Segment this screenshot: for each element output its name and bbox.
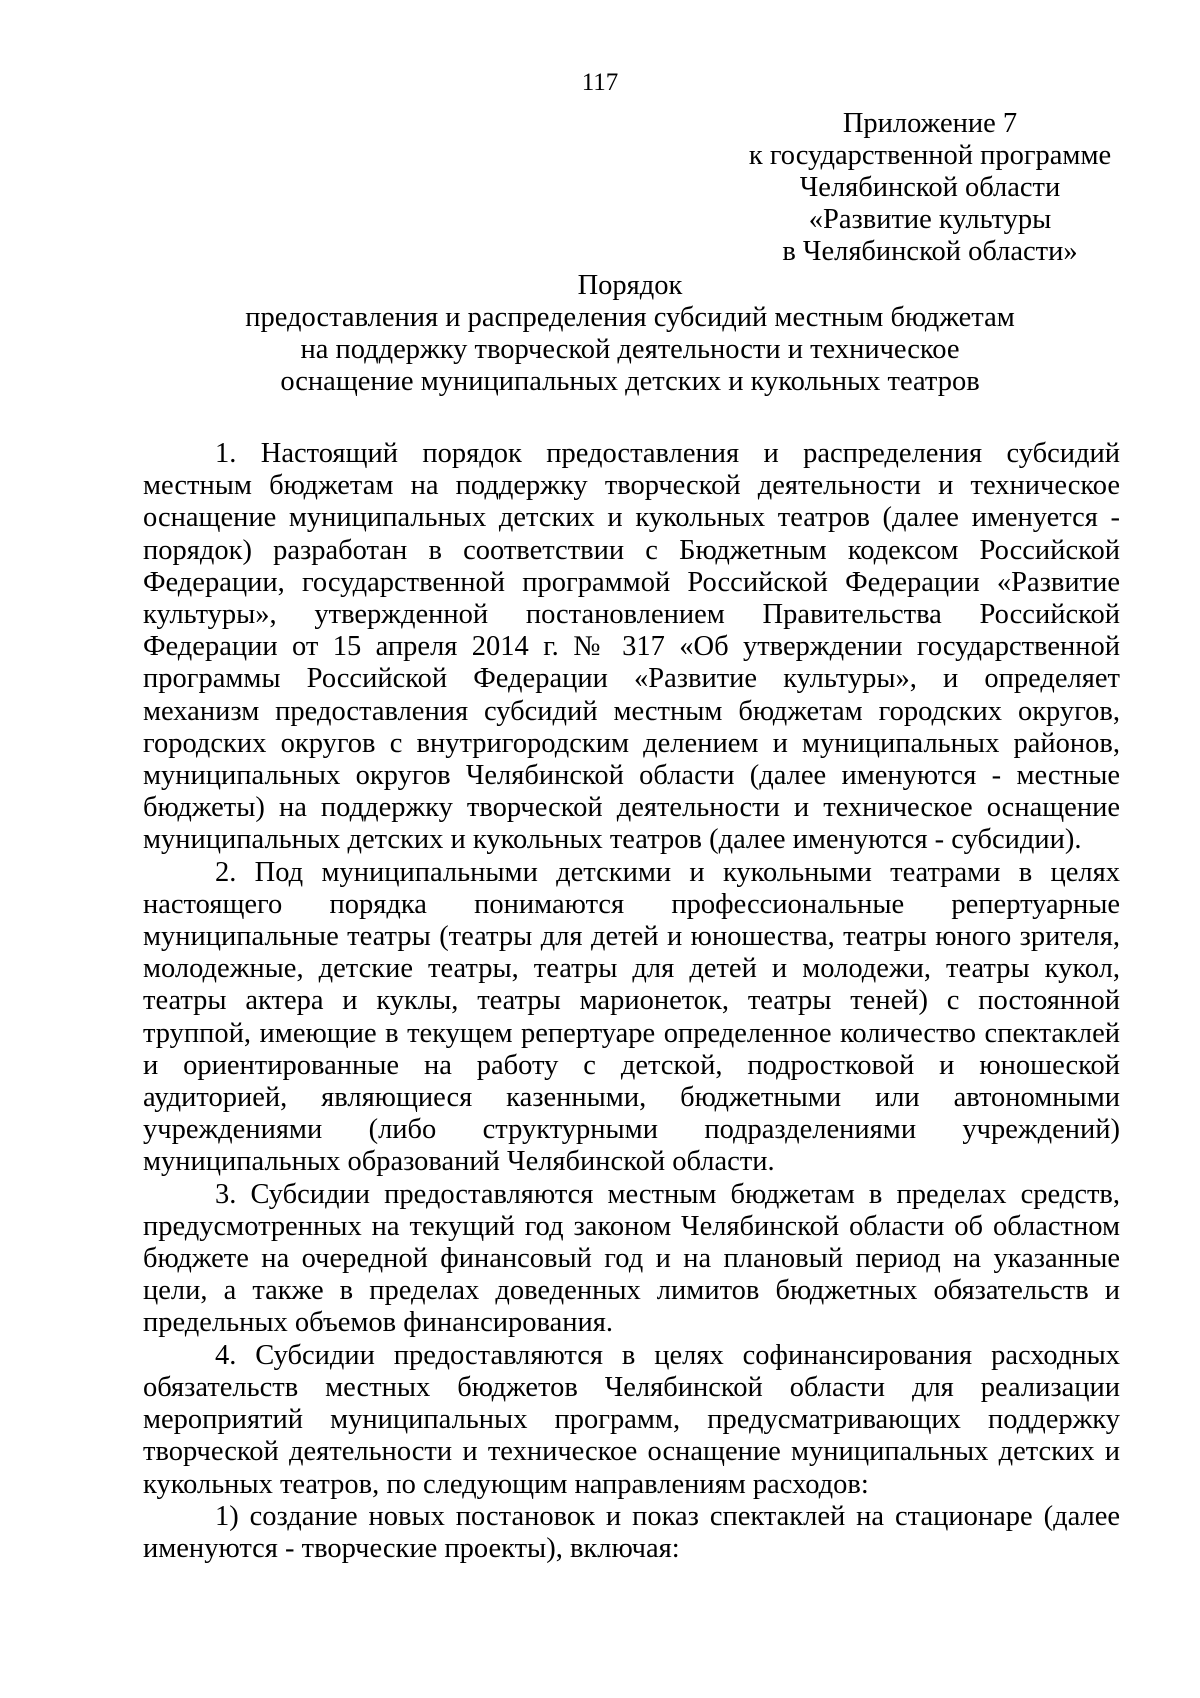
- paragraph-3: 3. Субсидии предоставляются местным бюджетам в пределах средств, предусмотренных на текущий год законом Челябинской области об областном бюджете на очередной финансовый год и на плановый период на указанные цели, а также в пределах доведенных лимитов бюджетных обязательств и предельных объемов финансирования.: [143, 1178, 1120, 1339]
- document-title: [140, 270, 1120, 398]
- appendix-line: «Развитие культуры: [808, 204, 1052, 235]
- appendix-line: Приложение 7: [842, 108, 1018, 139]
- page-number: 117: [581, 69, 619, 96]
- appendix-header: [740, 108, 1120, 268]
- paragraph-2: 2. Под муниципальными детскими и кукольными театрами в целях настоящего порядка понимаются профессиональные репертуарные муниципальные театры (театры для детей и юношества, театры юного зрителя, молодежные, детские театры, театры для детей и молодежи, театры кукол, театры актера и куклы, театры марионеток, театры теней) с постоянной труппой, имеющие в текущем репертуаре определенное количество спектаклей и ориентированные на работу с детской, подростковой и юношеской аудиторией, являющиеся казенными, бюджетными или автономными учреждениями (либо структурными подразделениями учреждений) муниципальных образований Челябинской области.: [143, 856, 1120, 1178]
- appendix-line: Челябинской области: [799, 172, 1061, 203]
- appendix-line: в Челябинской области»: [782, 236, 1078, 267]
- paragraph-1: 1. Настоящий порядок предоставления и распределения субсидий местным бюджетам на поддержку творческой деятельности и техническое оснащение муниципальных детских и кукольных театров (далее именуется - порядок) разработан в соответствии с Бюджетным кодексом Российской Федерации, государственной программой Российской Федерации «Развитие культуры», утвержденной постановлением Правительства Российской Федерации от 15 апреля 2014 г. № 317 «Об утверждении государственной программы Российской Федерации «Развитие культуры», и определяет механизм предоставления субсидий местным бюджетам городских округов, городских округов с внутригородским делением и муниципальных районов, муниципальных округов Челябинской области (далее именуются - местные бюджеты) на поддержку творческой деятельности и техническое оснащение муниципальных детских и кукольных театров (далее именуются - субсидии).: [143, 438, 1120, 856]
- paragraph-4: 4. Субсидии предоставляются в целях софинансирования расходных обязательств местных бюджетов Челябинской области для реализации мероприятий муниципальных программ, предусматривающих поддержку творческой деятельности и техническое оснащение муниципальных детских и кукольных театров, по следующим направлениям расходов:: [143, 1339, 1120, 1500]
- title-line: предоставления и распределения субсидий местным бюджетам: [245, 302, 1015, 333]
- title-line: Порядок: [577, 270, 683, 301]
- appendix-line: к государственной программе: [748, 140, 1112, 171]
- title-line: на поддержку творческой деятельности и техническое: [300, 334, 960, 365]
- title-line: оснащение муниципальных детских и кукольных театров: [280, 366, 980, 397]
- document-body: [143, 438, 1120, 1565]
- paragraph-4-item-1: 1) создание новых постановок и показ спектаклей на стационаре (далее именуются - творческие проекты), включая:: [143, 1500, 1120, 1564]
